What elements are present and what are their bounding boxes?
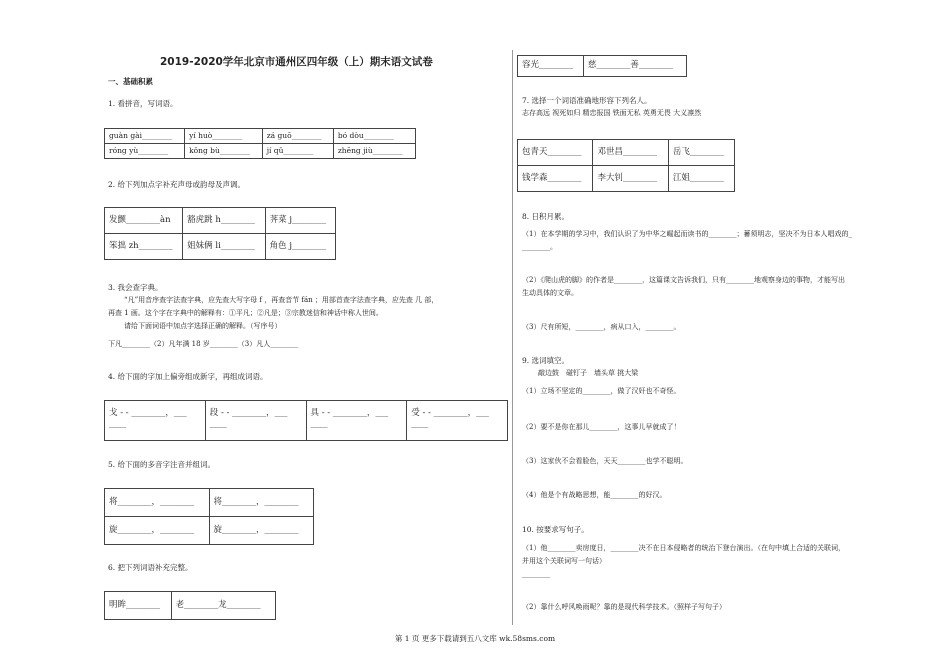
table-cell: zá guō________ <box>262 129 333 144</box>
q10-s1b: 并用这个关联词写一句话） <box>522 557 606 565</box>
cell-tail: ____ <box>109 419 126 430</box>
q6-table <box>104 591 276 620</box>
q10-s2: （2）靠什么呼风唤雨呢？靠的是现代科学技术。（照样子写句子） <box>522 603 726 611</box>
column-divider <box>512 50 513 625</box>
q8-s2a: （2）《爬山虎的脚》的作者是________，这篇课文告诉我们，只有________地观察身边的事物，才能写出 <box>522 276 845 284</box>
table-cell: 包青天________ <box>518 140 593 166</box>
q3-line3: 请给下面词语中加点字选择正确的解释。（写序号） <box>124 322 282 330</box>
q3-stem: 3. 我会查字典。 <box>108 283 163 292</box>
q7-table <box>517 139 735 192</box>
table-cell: 邓世昌________ <box>593 140 668 166</box>
table-cell: bó dòu________ <box>333 129 415 144</box>
q10-stem: 10. 按要求写句子。 <box>522 525 589 534</box>
table-cell: 江姐________ <box>668 166 734 192</box>
q4-stem: 4. 给下面的字加上偏旁组成新字，再组成词语。 <box>108 372 268 381</box>
q1-table <box>104 128 416 159</box>
table-cell: 旋________，________ <box>209 517 314 545</box>
table-cell: kǒng bù________ <box>185 144 263 159</box>
table-cell: 姐妹俩 li________ <box>183 234 266 260</box>
table-cell: 明眸________ <box>105 592 172 620</box>
cell-text: 戈 - - ________，___ <box>109 408 187 418</box>
table-cell: róng yù________ <box>105 144 185 159</box>
table-cell <box>205 401 306 441</box>
q6-stem: 6. 把下列词语补充完整。 <box>108 563 193 572</box>
q3-line2: 再查 1 画。这个字在字典中的解释有：①平凡；②凡是；③宗教迷信和神话中称人世间。 <box>108 309 383 317</box>
table-cell: 慈________善________ <box>583 56 686 77</box>
page-title: 2019-2020学年北京市通州区四年级（上）期末语文试卷 <box>160 56 433 68</box>
cell-tail: ____ <box>411 419 429 430</box>
table-cell: 李大钊________ <box>593 166 668 192</box>
section-heading: 一、基础积累 <box>108 77 153 86</box>
table-cell: 容光________ <box>518 56 584 77</box>
q9-s4: （4）他是个有战略思想，能________的好汉。 <box>522 491 667 499</box>
cell-text: 具 - - ________，___ <box>310 408 389 418</box>
q8-stem: 8. 日积月累。 <box>522 212 570 221</box>
q10-s1a: （1）他________卖房度日，________决不在日本侵略者的统治下登台演出。（在句中填上合适的关联词， <box>522 544 845 552</box>
cell-text: 段 - - ________，___ <box>209 408 288 418</box>
q9-s3: （3）这家伙不会看脸色，天天________也学不聪明。 <box>522 457 688 465</box>
q4-table <box>104 400 508 441</box>
table-cell <box>306 401 407 441</box>
q9-s2: （2）要不是你在那儿________，这事儿早就成了！ <box>522 423 681 431</box>
table-cell: 将________，________ <box>105 489 210 517</box>
q8-s1a: （1）在本学期的学习中，我们认识了为中华之崛起而读书的________；蓄须明志，坚决不为日本人唱戏的_ <box>522 230 852 238</box>
table-cell <box>105 401 206 441</box>
page-footer: 第 1 页 更多下载请到五八文库 wk.58sms.com <box>394 634 556 643</box>
table-cell: guàn gài________ <box>105 129 185 144</box>
table-cell: 老________龙________ <box>171 592 275 620</box>
table-cell: 角色 j________ <box>265 234 335 260</box>
cell-text: 受 - - ________，___ <box>411 408 489 418</box>
q9-words: 敲边鼓 碰钉子 墙头草 挑大梁 <box>538 369 639 377</box>
q7-stem: 7. 选择一个词语准确地形容下列名人。 <box>522 96 652 105</box>
table-cell: yí huò________ <box>185 129 263 144</box>
q3-line1: “凡”用音序查字法查字典，应先查大写字母 f ，再查音节 fán ；用部首查字法查字典，应先查 几 部， <box>124 296 439 304</box>
q8-s2b: 生动具体的文章。 <box>522 289 578 297</box>
table-cell: 岳飞________ <box>668 140 734 166</box>
cell-tail: ____ <box>310 419 328 430</box>
q5-table <box>104 488 314 545</box>
table-cell: 将________，________ <box>209 489 314 517</box>
table-cell: jí qǔ________ <box>262 144 333 159</box>
table-cell: 笨拙 zh________ <box>105 234 183 260</box>
table-cell: 发颤________àn <box>105 208 183 234</box>
q2-stem: 2. 给下列加点字补充声母或韵母及声调。 <box>108 180 246 189</box>
q6-table-continued <box>517 55 687 77</box>
q9-s1: （1）立场不坚定的________，做了汉奸也不奇怪。 <box>522 387 681 395</box>
q1-stem: 1. 看拼音，写词语。 <box>108 99 178 108</box>
table-cell: zhēng jiù________ <box>333 144 415 159</box>
q8-s3: （3）尺有所短，________，病从口入，________。 <box>522 323 681 331</box>
q8-s1b: ________。 <box>522 243 557 251</box>
table-cell: 豁虎跳 h________ <box>183 208 266 234</box>
q10-s1c: ________ <box>522 570 550 578</box>
q2-table <box>104 207 336 260</box>
q3-line4: 下凡________（2）凡年满 18 岁________（3）凡人________ <box>108 340 299 348</box>
table-cell: 钱学森________ <box>518 166 593 192</box>
q5-stem: 5. 给下面的多音字注音并组词。 <box>108 460 216 469</box>
table-cell: 旋________，________ <box>105 517 210 545</box>
table-cell <box>407 401 508 441</box>
q7-words: 志存高远 视死如归 精忠报国 铁面无私 英勇无畏 大义凛然 <box>522 109 702 117</box>
q9-stem: 9. 选词填空。 <box>522 356 570 365</box>
cell-tail: ____ <box>209 419 227 430</box>
table-cell: 荠菜 j________ <box>265 208 335 234</box>
